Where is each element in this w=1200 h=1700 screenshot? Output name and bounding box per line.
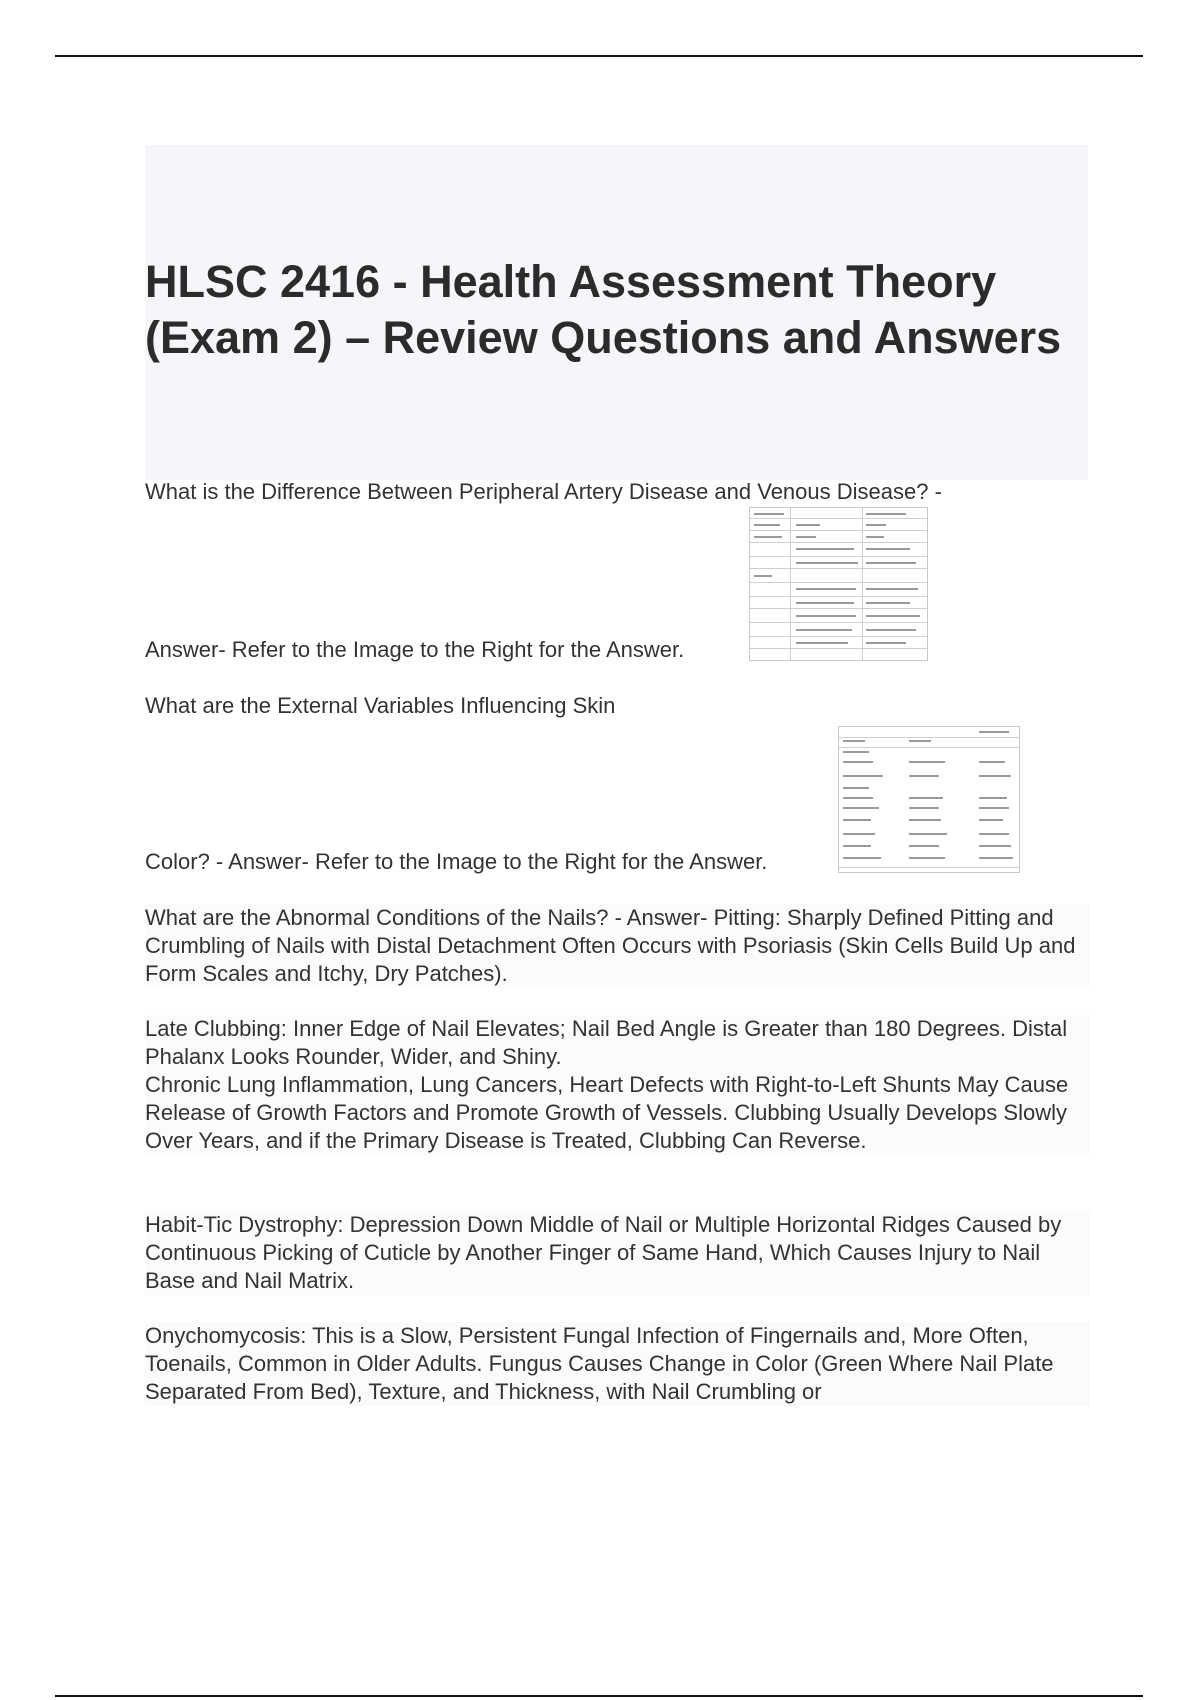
skin-color-table-image [838,726,1020,873]
question-pad-vs-venous: What is the Difference Between Peripheral Artery Disease and Venous Disease? - [145,479,942,504]
question-skin-color-part1: What are the External Variables Influencing Skin [145,693,616,718]
late-clubbing-description: Late Clubbing: Inner Edge of Nail Elevates; Nail Bed Angle is Greater than 180 Degrees. Distal Phalanx Looks Rounder, Wider, and Shiny. [145,1015,1090,1071]
answer-pad-vs-venous: Answer- Refer to the Image to the Right for the Answer. [145,637,685,662]
late-clubbing-causes: Chronic Lung Inflammation, Lung Cancers, Heart Defects with Right-to-Left Shunts May Cause Release of Growth Factors and Promote Growth of Vessels. Clubbing Usually Develops Slowly Over Years, and if the Primary Disease is Treated, Clubbing Can Reverse. [145,1071,1090,1155]
pad-venous-table-image [749,507,928,661]
question-abnormal-nails: What are the Abnormal Conditions of the Nails? - Answer- Pitting: Sharply Defined Pitting and Crumbling of Nails with Distal Detachment Often Occurs with Psoriasis (Skin Cells Build Up and Form Scales and Itchy, Dry Patches). [145,904,1090,988]
footer-rule [55,1695,1143,1697]
header-rule [55,55,1143,57]
document-title: HLSC 2416 - Health Assessment Theory (Exam 2) – Review Questions and Answers [145,256,1062,363]
onychomycosis: Onychomycosis: This is a Slow, Persistent Fungal Infection of Fingernails and, More Often, Toenails, Common in Older Adults. Fungus Causes Change in Color (Green Where Nail Plate Separated From Bed), Texture, and Thickness, with Nail Crumbling or [145,1322,1090,1406]
question-skin-color-part2: Color? - Answer- Refer to the Image to the Right for the Answer. [145,849,768,874]
habit-tic-dystrophy: Habit-Tic Dystrophy: Depression Down Middle of Nail or Multiple Horizontal Ridges Caused by Continuous Picking of Cuticle by Another Finger of Same Hand, Which Causes Injury to Nail Base and Nail Matrix. [145,1211,1090,1295]
